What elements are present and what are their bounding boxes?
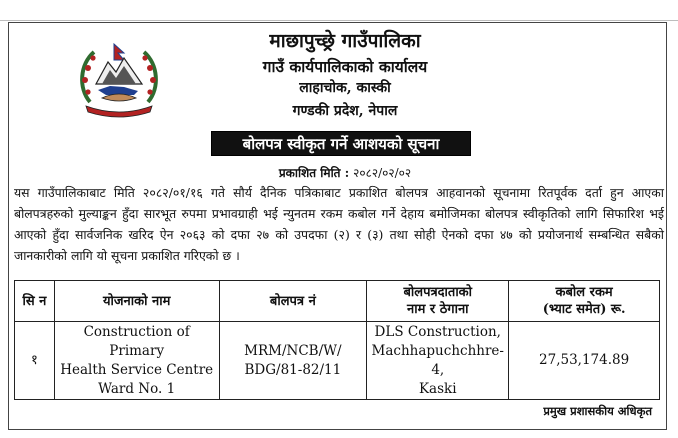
header-amount xyxy=(509,281,660,322)
cell-bidder-line2: Machhapuchchhre-4, xyxy=(371,342,504,378)
header-amount-line2: (भ्याट समेत) रू. xyxy=(542,302,626,317)
header-amount-line1: कबोल रकम xyxy=(555,285,613,300)
published-date-value: २०८२/०२/०२ xyxy=(353,166,412,180)
address-local: लाहाचोक, कास्की xyxy=(299,80,391,96)
header-bidder-line1: बोलपत्रदाताको xyxy=(403,285,473,300)
header-project: योजनाको नाम xyxy=(54,281,219,322)
tender-table xyxy=(14,280,660,400)
cell-tender-line1: MRM/NCB/W/ xyxy=(244,342,342,359)
header-tender-no: बोलपत्र नं xyxy=(219,281,367,322)
cell-tender-no xyxy=(219,322,367,400)
header-bidder xyxy=(367,281,509,322)
cell-bidder-line3: Kaski xyxy=(418,380,457,397)
signature-title: प्रमुख प्रशासकीय अधिकृत xyxy=(543,404,652,418)
table-row xyxy=(15,322,660,400)
org-name: माछापुच्छ्रे गाउँपालिका xyxy=(269,30,421,52)
header-bidder-line2: नाम र ठेगाना xyxy=(406,302,469,317)
cell-project xyxy=(54,322,219,400)
top-rule xyxy=(0,20,678,21)
notice-title: बोलपत्र स्वीकृत गर्ने आशयको सूचना xyxy=(211,131,471,156)
address-province: गण्डकी प्रदेश, नेपाल xyxy=(292,103,398,119)
cell-tender-line2: BDG/81-82/11 xyxy=(244,361,342,378)
cell-amount: 27,53,174.89 xyxy=(509,322,660,400)
table-header-row xyxy=(15,281,660,322)
cell-project-line2: Health Service Centre xyxy=(60,361,214,378)
notice-body: यस गाउँपालिकाबाट मिति २०८२/०१/१६ गते सौर्य दैनिक पत्रिकाबाट प्रकाशित बोलपत्र आहवानको सूचनामा रितपूर्वक दर्ता हुन आएका बोलपत्रहरुको मुल्याङ्कन हुँदा सारभूत रुपमा प्रभावग्राही भई न्युनतम रकम कबोल गर्ने देहाय बमोजिमका बोलपत्र स्वीकृतिको लागि सिफारिश भई आएको हुँदा सार्वजनिक खरिद ऐन २०६३ को दफा २७ को उपदफा (२) र (३) तथा सोही ऐनको दफा ४७ को प्रयोजनार्थ सम्बन्धित सबैको जानकारीको लागि यो सूचना प्रकाशित गरिएको छ । xyxy=(14,185,664,263)
office-name: गाउँ कार्यपालिकाको कार्यालय xyxy=(262,57,428,76)
cell-project-line3: Ward No. 1 xyxy=(98,380,176,397)
header-sn: सि न xyxy=(15,281,55,322)
cell-bidder xyxy=(367,322,509,400)
cell-sn: १ xyxy=(15,322,55,400)
cell-project-line1: Construction of Primary xyxy=(83,323,190,359)
cell-bidder-line1: DLS Construction, xyxy=(374,323,501,340)
published-date xyxy=(210,164,480,181)
nepal-government-emblem-icon xyxy=(76,40,162,120)
published-label: प्रकाशित मिति : xyxy=(278,166,350,180)
